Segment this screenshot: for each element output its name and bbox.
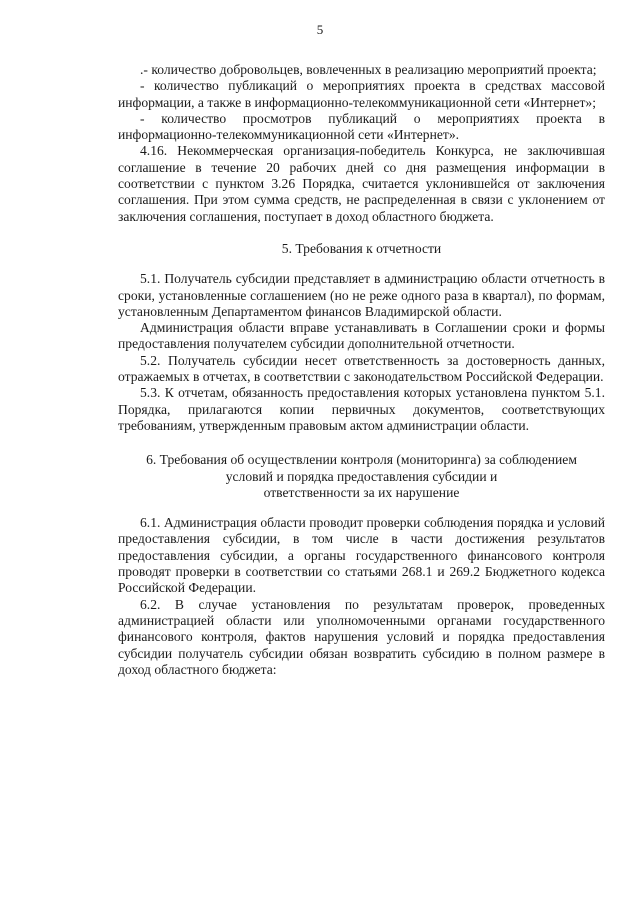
- paragraph-6-2: 6.2. В случае установления по результатам проверок, проведенных администрацией области или уполномоченными органами государственного финансового контроля, фактов нарушения условий и порядка предоставления субсидии получатель субсидии обязан возвратить субсидию в полном размере в доход областного бюджета:: [118, 596, 605, 677]
- paragraph-4-16: 4.16. Некоммерческая организация-победитель Конкурса, не заключившая соглашение в течение 20 рабочих дней со дня размещения информации в соответствии с пунктом 3.26 Порядка, считается уклонившейся от заключения соглашения. При этом сумма средств, не распределенная в связи с уклонением от заключения соглашения, поступает в доход областного бюджета.: [118, 143, 605, 224]
- section-6-heading-line-3: ответственности за их нарушение: [263, 484, 460, 500]
- section-6-heading: [118, 452, 605, 501]
- paragraph-5-2: 5.2. Получатель субсидии несет ответственность за достоверность данных, отражаемых в отчетах, в соответствии с законодательством Российской Федерации.: [118, 352, 605, 385]
- list-item-views: - количество просмотров публикаций о мероприятиях проекта в информационно-телекоммуникационной сети «Интернет».: [118, 110, 605, 143]
- page-number: 5: [316, 22, 324, 37]
- paragraph-5-3: 5.3. К отчетам, обязанность предоставления которых установлена пунктом 5.1. Порядка, прилагаются копии первичных документов, соответствующих требованиям, утвержденным правовым актом администрации области.: [118, 385, 605, 433]
- list-item-publications: - количество публикаций о мероприятиях проекта в средствах массовой информации, а также в информационно-телекоммуникационной сети «Интернет»;: [118, 78, 605, 110]
- paragraph-6-1: 6.1. Администрация области проводит проверки соблюдения порядка и условий предоставления субсидии, в том числе в части достижения результатов предоставления субсидии, а органы государственного финансового контроля проводят проверки в соответствии со статьями 268.1 и 269.2 Бюджетного кодекса Российской Федерации.: [118, 515, 605, 596]
- section-6-heading-line-1: 6. Требования об осуществлении контроля (мониторинга) за соблюдением: [146, 452, 577, 468]
- paragraph-5-1-extra: Администрация области вправе устанавливать в Соглашении сроки и формы предоставления получателем субсидии дополнительной отчетности.: [118, 320, 605, 352]
- list-item-volunteers: .- количество добровольцев, вовлеченных в реализацию мероприятий проекта;: [140, 62, 597, 77]
- paragraph-5-1: 5.1. Получатель субсидии представляет в администрацию области отчетность в сроки, установленные соглашением (но не реже одного раза в квартал), по формам, установленным Департаментом финансов Владимирской области.: [118, 271, 605, 319]
- section-5-heading: 5. Требования к отчетности: [281, 240, 442, 256]
- page-content: [118, 0, 605, 678]
- section-6-heading-line-2: условий и порядка предоставления субсидии и: [225, 468, 498, 484]
